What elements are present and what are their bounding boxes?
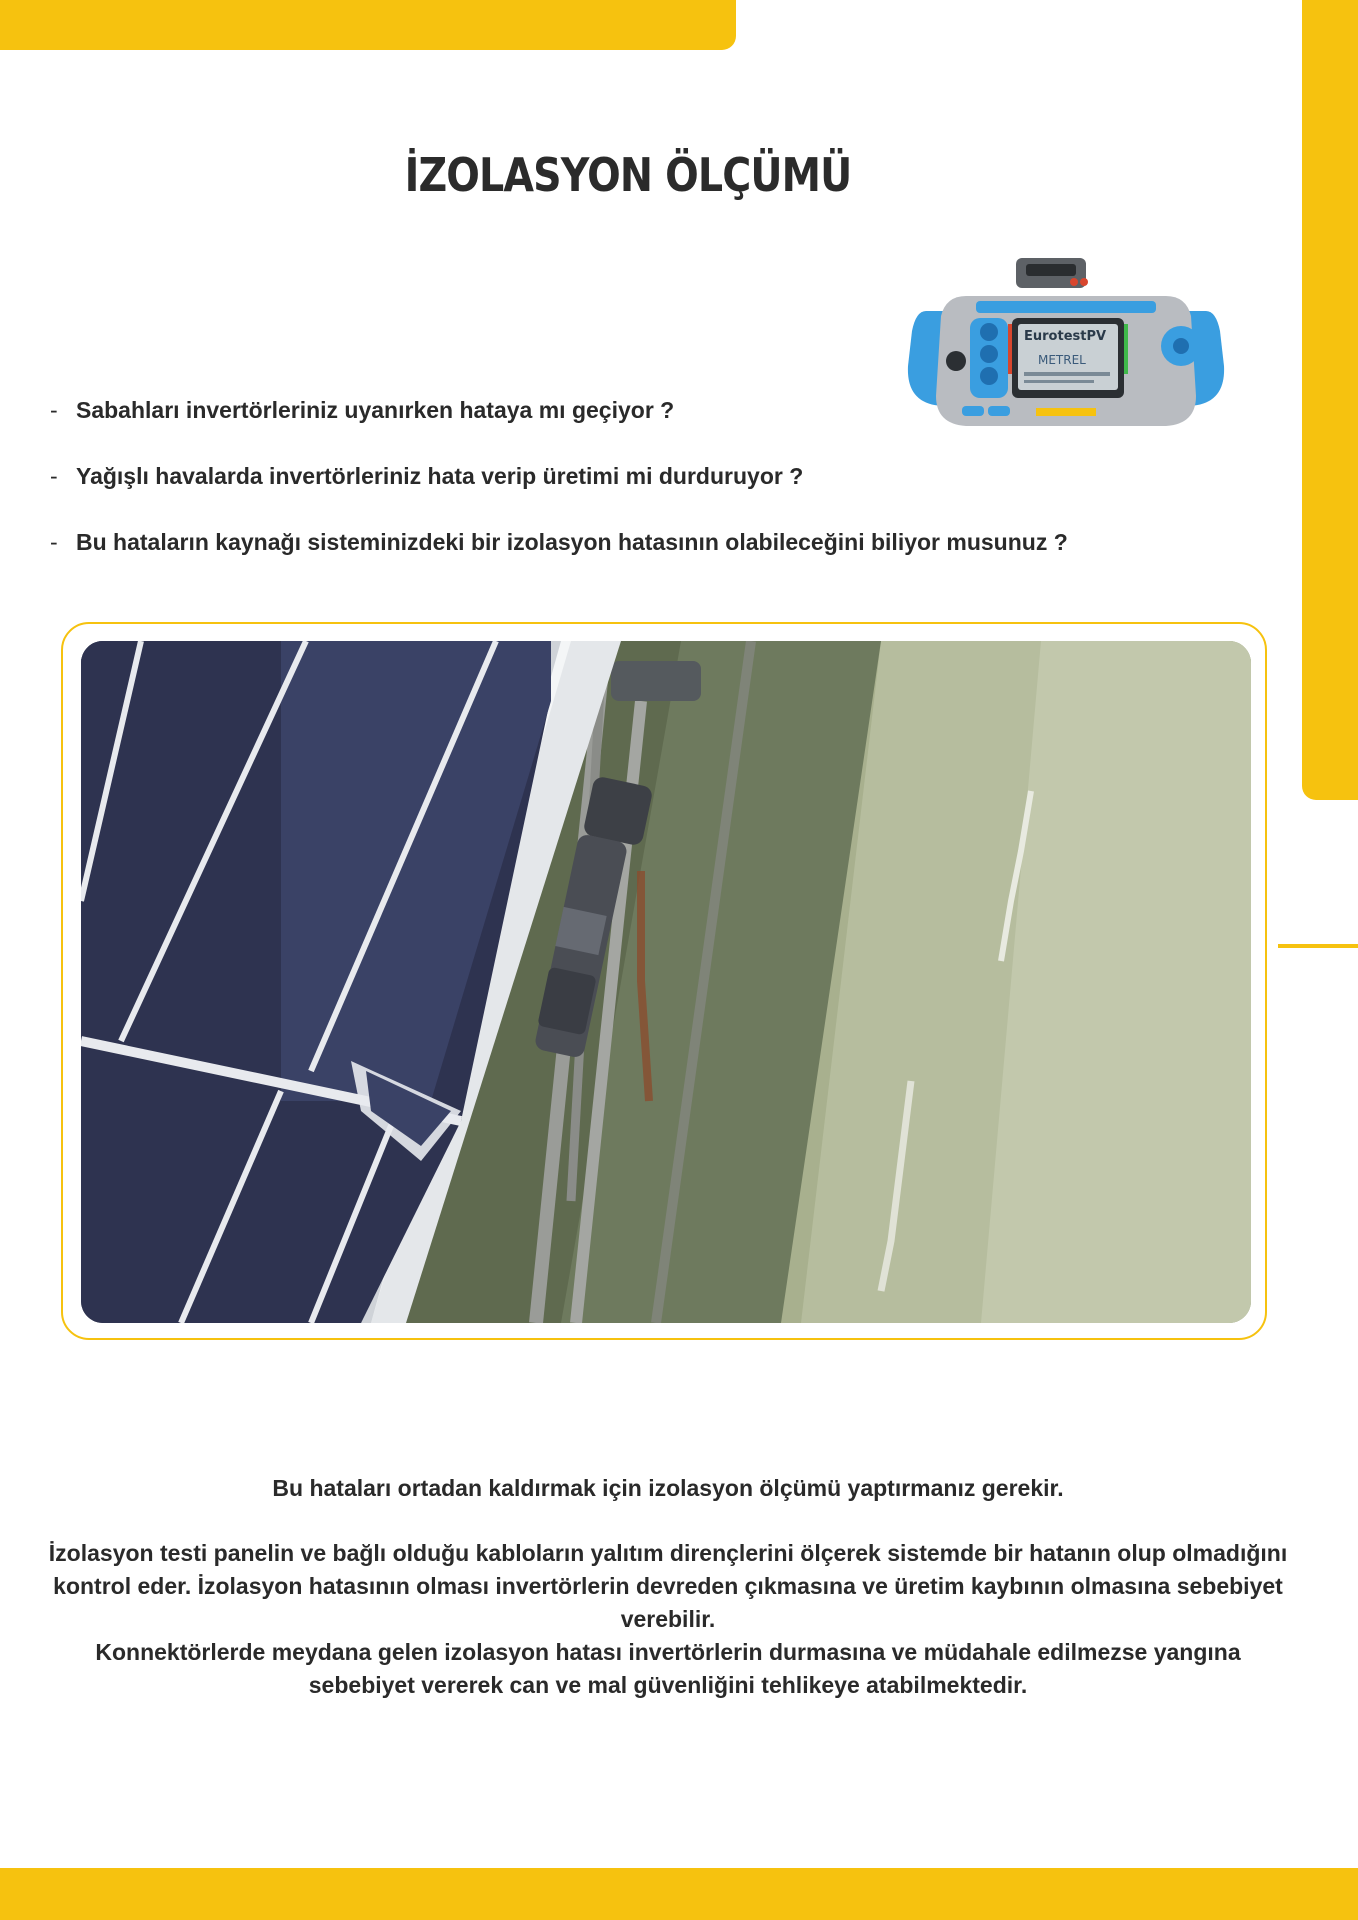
question-list	[50, 390, 1068, 588]
page-title: İZOLASYON ÖLÇÜMÜ	[404, 148, 852, 202]
question-item	[50, 390, 1050, 456]
insulation-test-paragraph: İzolasyon testi panelin ve bağlı olduğu kabloların yalıtım dirençlerini ölçerek sistemde bir hatanın olup olmadığını kontrol eder. İzolasyon hatasının olması invertörlerin devreden çıkmasına ve üretim kaybının olmasına sebebiyet verebilir.	[48, 1540, 1288, 1632]
question-item	[50, 456, 1050, 522]
right-accent-line	[1278, 944, 1358, 948]
question-item	[50, 522, 1068, 588]
question-text: Sabahları invertörleriniz uyanırken hataya mı geçiyor ?	[76, 397, 675, 423]
top-accent-bar	[0, 0, 736, 50]
device-screen-logo: METREL	[1038, 353, 1086, 367]
lead-statement: Bu hataları ortadan kaldırmak için izolasyon ölçümü yaptırmanız gerekir.	[272, 1475, 1064, 1501]
question-text: Yağışlı havalarda invertörleriniz hata verip üretimi mi durduruyor ?	[76, 463, 804, 489]
solar-panel-connector-photo	[81, 641, 1251, 1323]
bullet-marker: -	[50, 529, 58, 555]
device-screen-brand: EurotestPV	[1024, 329, 1107, 344]
bullet-marker: -	[50, 397, 58, 423]
connector-fault-paragraph: Konnektörlerde meydana gelen izolasyon hatası invertörlerin durmasına ve müdahale edilmezse yangına sebebiyet vererek can ve mal güvenliğini tehlikeye atabilmektedir.	[95, 1639, 1241, 1698]
question-text: Bu hataların kaynağı sisteminizdeki bir izolasyon hatasının olabileceğini biliyor musunuz ?	[76, 529, 1068, 555]
right-accent-bar	[1302, 0, 1358, 800]
bullet-marker: -	[50, 463, 58, 489]
bottom-accent-bar	[0, 1868, 1358, 1920]
